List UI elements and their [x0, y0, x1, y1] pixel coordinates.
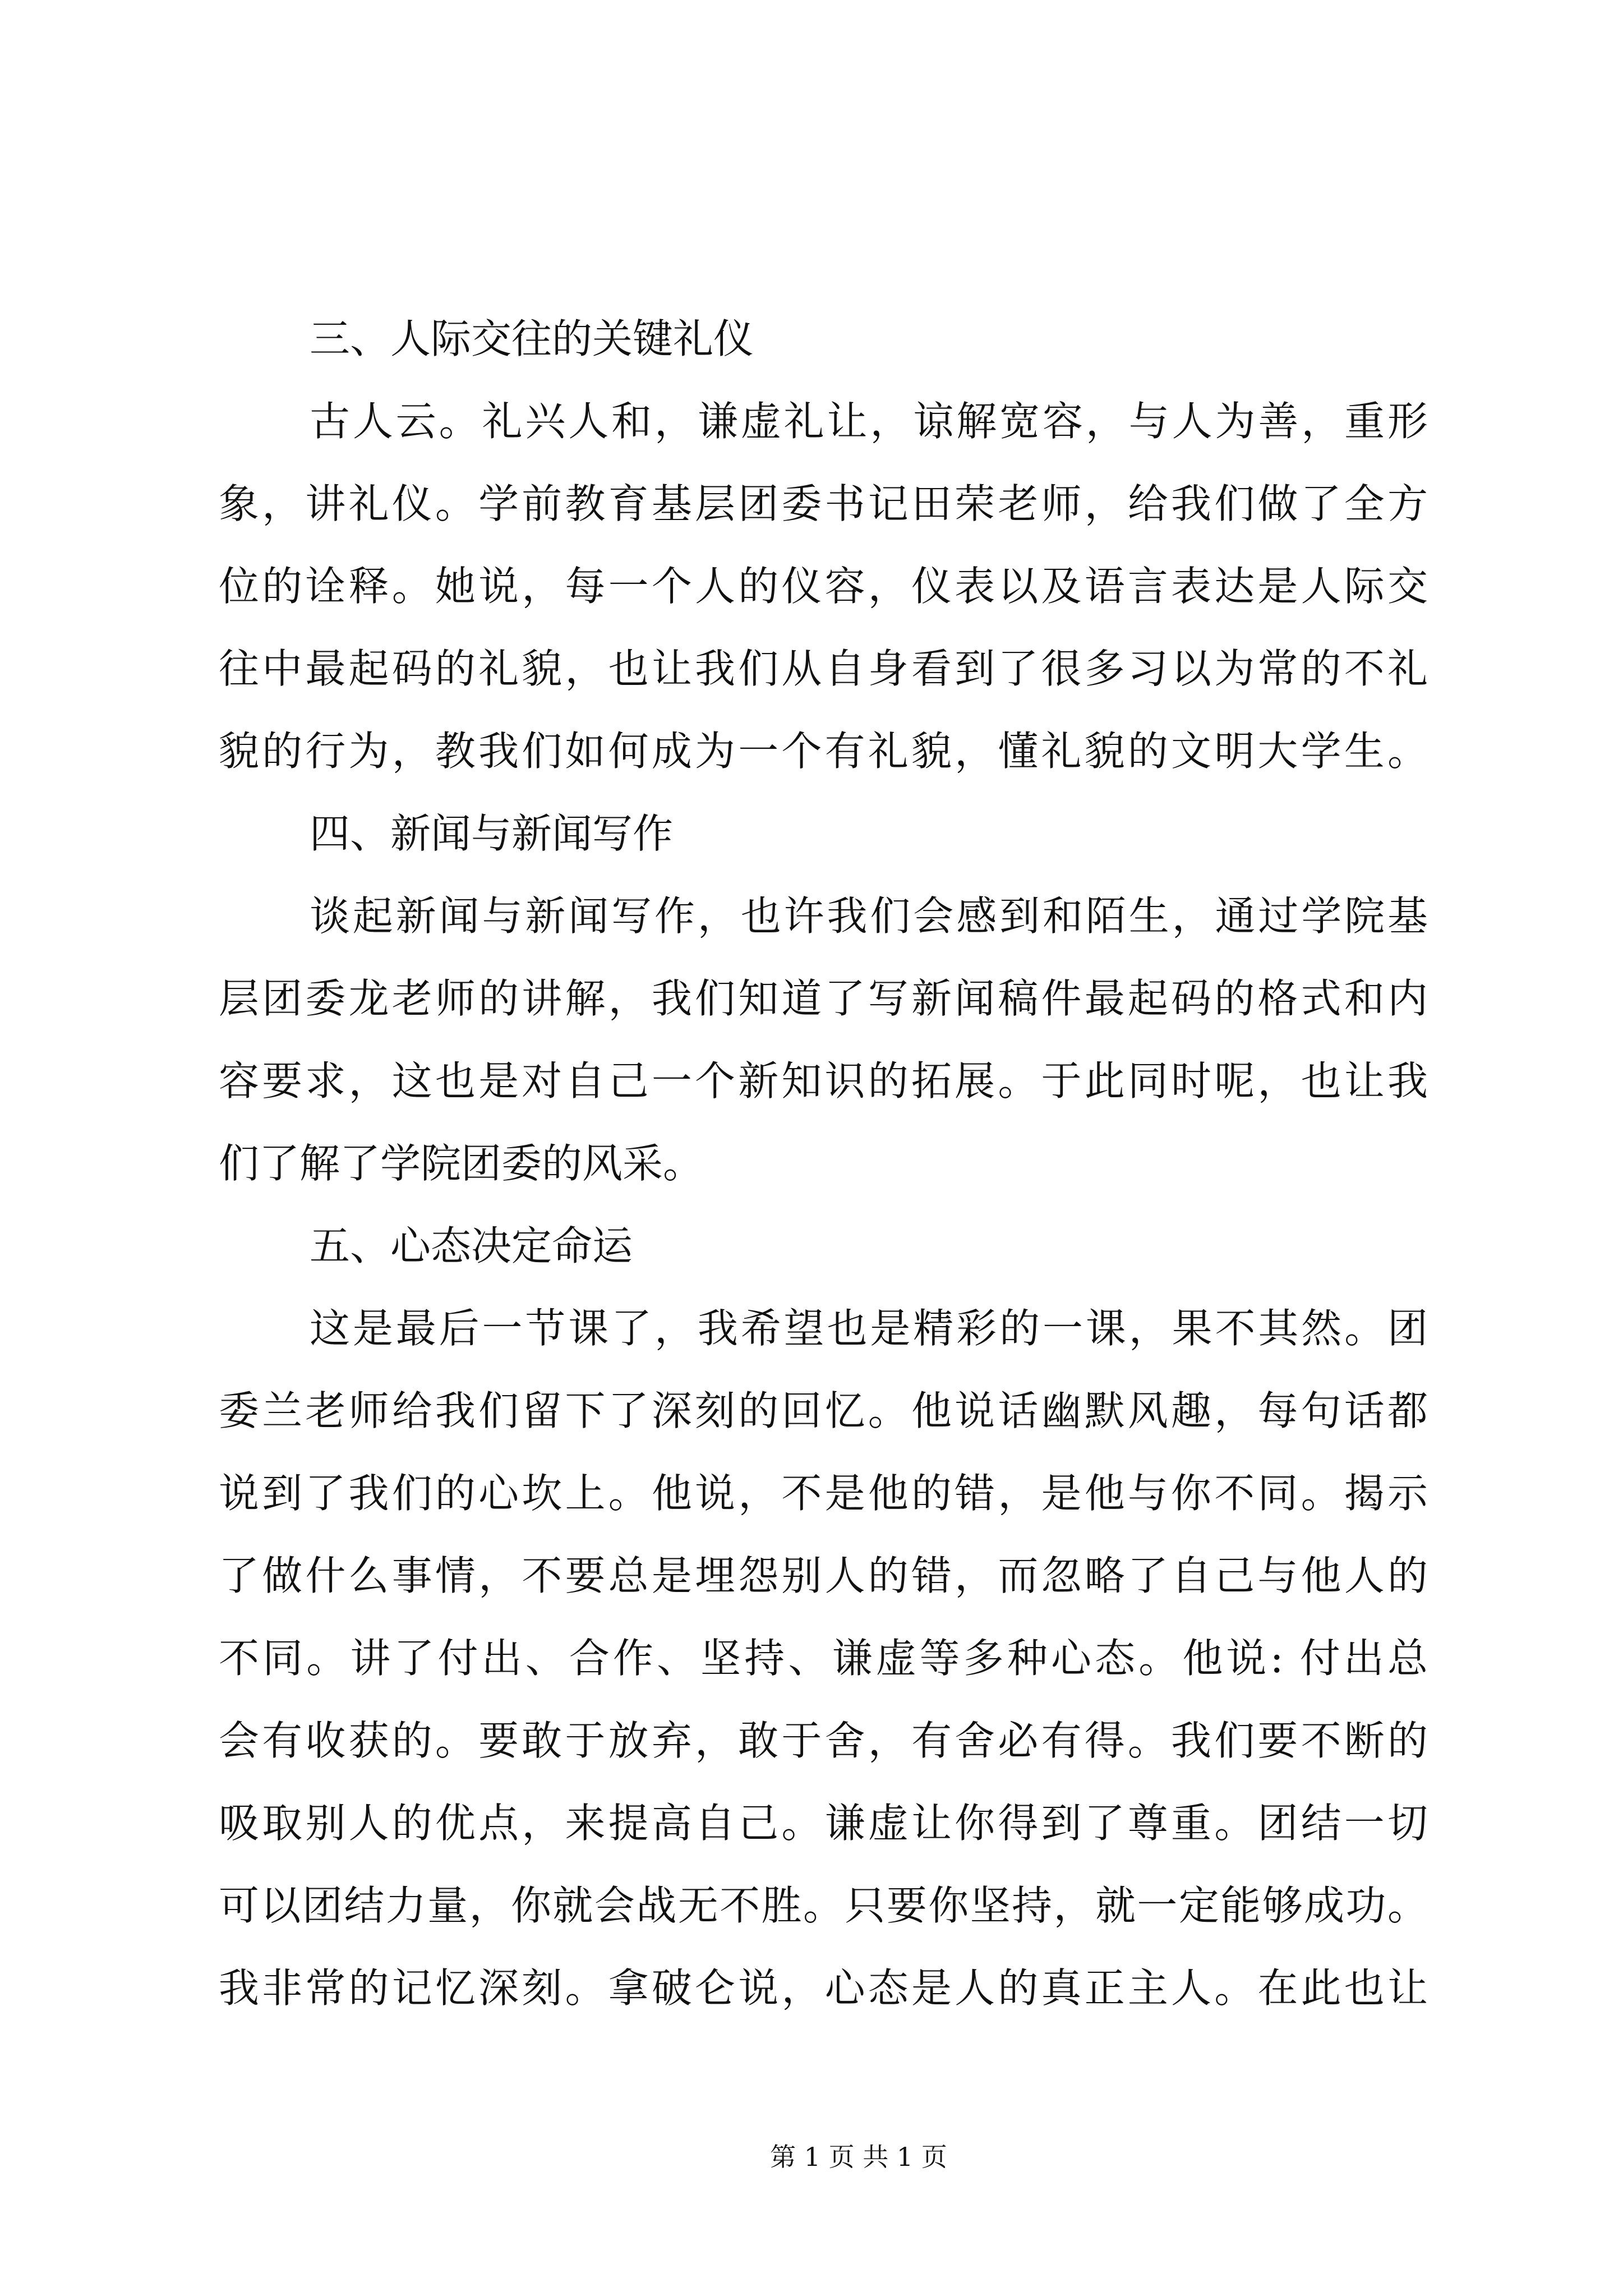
paragraph-line: 往中最起码的礼貌，也让我们从自身看到了很多习以为常的不礼 [219, 645, 1428, 692]
section-heading: 五、心态决定命运 [310, 1222, 633, 1269]
paragraph-line: 吸取别人的优点，来提高自己。谦虚让你得到了尊重。团结一切 [219, 1800, 1428, 1847]
paragraph-line: 位的诠释。她说，每一个人的仪容，仪表以及语言表达是人际交 [219, 563, 1428, 610]
paragraph-line: 会有收获的。要敢于放弃，敢于舍，有舍必有得。我们要不断的 [219, 1717, 1428, 1764]
paragraph-line: 古人云。礼兴人和，谦虚礼让，谅解宽容，与人为善，重形 [310, 398, 1428, 445]
section-heading: 四、新闻与新闻写作 [310, 810, 674, 857]
paragraph-line: 谈起新闻与新闻写作，也许我们会感到和陌生，通过学院基 [310, 892, 1428, 940]
paragraph-line: 象，讲礼仪。学前教育基层团委书记田荣老师，给我们做了全方 [219, 480, 1428, 527]
page-footer: 第 1 页 共 1 页 [770, 2142, 947, 2172]
document-body [219, 298, 1428, 2030]
paragraph-line: 了做什么事情，不要总是埋怨别人的错，而忽略了自己与他人的 [219, 1552, 1428, 1599]
section-heading: 三、人际交往的关键礼仪 [310, 315, 754, 362]
paragraph-line: 们了解了学院团委的风采。 [219, 1140, 704, 1187]
paragraph-line: 我非常的记忆深刻。拿破仑说，心态是人的真正主人。在此也让 [219, 1964, 1428, 2012]
paragraph-line: 貌的行为，教我们如何成为一个有礼貌，懂礼貌的文明大学生。 [219, 728, 1428, 775]
paragraph-line: 说到了我们的心坎上。他说，不是他的错，是他与你不同。揭示 [219, 1470, 1428, 1517]
paragraph-line: 这是最后一节课了，我希望也是精彩的一课，果不其然。团 [310, 1305, 1428, 1352]
paragraph-line: 可以团结力量，你就会战无不胜。只要你坚持，就一定能够成功。 [219, 1882, 1428, 1929]
paragraph-line: 层团委龙老师的讲解，我们知道了写新闻稿件最起码的格式和内 [219, 975, 1428, 1022]
paragraph-line: 容要求，这也是对自己一个新知识的拓展。于此同时呢，也让我 [219, 1057, 1428, 1105]
paragraph-line: 委兰老师给我们留下了深刻的回忆。他说话幽默风趣，每句话都 [219, 1387, 1428, 1434]
paragraph-line: 不同。讲了付出、合作、坚持、谦虚等多种心态。他说: 付出总 [219, 1635, 1428, 1682]
